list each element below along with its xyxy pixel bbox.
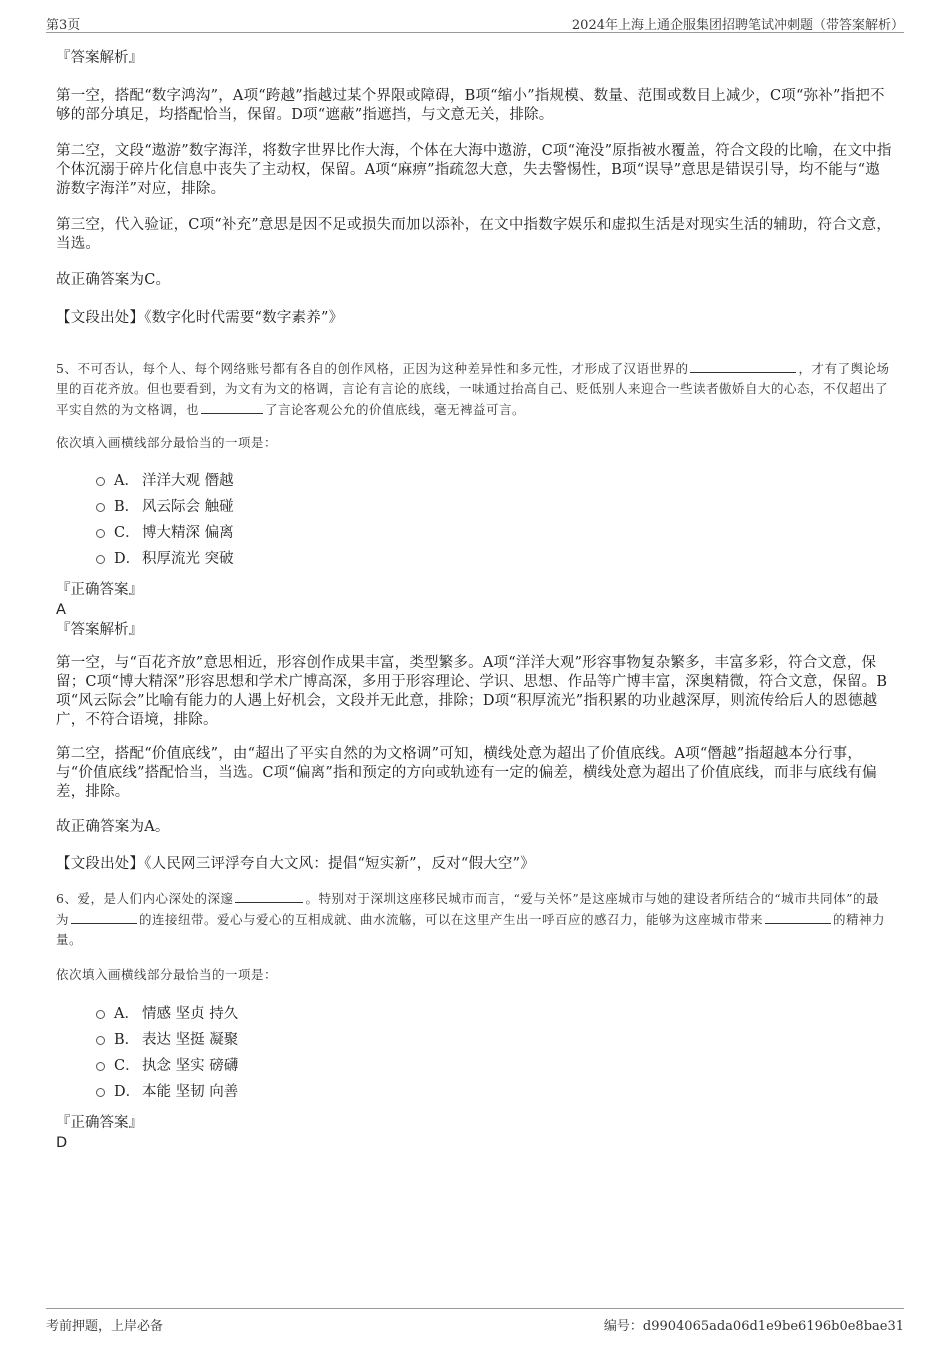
- analysis-paragraph: 第一空，与“百花齐放”意思相近，形容创作成果丰富，类型繁多。A项“洋洋大观”形容事物复杂繁多，丰富多彩，符合文意，保留；C项“博大精深”形容思想和学术广博高深，多用于形容理论、学识、思想、作品等广博丰富，深奥精微，符合文意，保留。B项“风云际会”比喻有能力的人遇上好机会，文段并无此意，排除；D项“积厚流光”指积累的功业越深厚，则流传给后人的恩德越广，不符合语境，排除。: [56, 655, 888, 728]
- fill-blank: [765, 909, 831, 924]
- page-header: [46, 12, 904, 33]
- question-6-options: [56, 1001, 892, 1105]
- question-6-stem: 6、爱，是人们内心深处的深邃 。特别对于深圳这座移民城市而言，“爱与关怀”是这座城市与她的建设者所结合的“城市共同体”的最为 的连接纽带。爱心与爱心的互相成就、曲水流觞，可以在这里产生出一呼百应的感召力，能够为这座城市带来 的精神力量。: [56, 888, 892, 950]
- correct-answer-heading: 『正确答案』: [56, 582, 143, 598]
- correct-answer: A: [56, 602, 66, 618]
- option-b[interactable]: B． 表达 坚挺 凝聚: [56, 1027, 892, 1053]
- document-title: 2024年上海上通企服集团招聘笔试冲刺题（带答案解析）: [571, 18, 904, 33]
- analysis-paragraph: 第三空，代入验证，C项“补充”意思是因不足或损失而加以添补，在文中指数字娱乐和虚拟生活是对现实生活的辅助，符合文意，当选。: [56, 217, 892, 252]
- correct-answer-heading: 『正确答案』: [56, 1115, 143, 1131]
- correct-answer: D: [56, 1135, 68, 1151]
- option-d[interactable]: D． 本能 坚韧 向善: [56, 1079, 892, 1105]
- fill-blank: [201, 399, 263, 414]
- option-a[interactable]: A． 情感 坚贞 持久: [56, 1001, 892, 1027]
- source-citation: 【文段出处】《人民网三评浮夸自大文风：提倡“短实新”，反对“假大空”》: [56, 856, 535, 872]
- radio-button[interactable]: [96, 1062, 105, 1071]
- analysis-paragraph: 第二空，搭配“价值底线”，由“超出了平实自然的为文格调”可知，横线处意为超出了价值底线。A项“僭越”指超越本分行事，与“价值底线”搭配恰当，当选。C项“偏离”指和预定的方向或轨迹有一定的偏差，横线处意为超出了价值底线，而非与底线有偏差，排除。: [56, 746, 877, 800]
- page-content: [56, 44, 892, 1152]
- radio-button[interactable]: [96, 1088, 105, 1097]
- radio-button[interactable]: [96, 555, 105, 564]
- analysis-paragraph: 第一空，搭配“数字鸿沟”，A项“跨越”指越过某个界限或障碍，B项“缩小”指规模、数量、范围或数目上减少，C项“弥补”指把不够的部分填足，均搭配恰当，保留。D项“遮蔽”指遮挡，与文意无关，排除。: [56, 88, 885, 123]
- answer-conclusion: 故正确答案为C。: [56, 272, 171, 288]
- question-5-instruction: 依次填入画横线部分最恰当的一项是：: [56, 435, 278, 450]
- fill-blank: [235, 888, 303, 903]
- fill-blank: [690, 358, 796, 373]
- option-c[interactable]: C． 执念 坚实 磅礴: [56, 1053, 892, 1079]
- fill-blank: [71, 909, 137, 924]
- option-d[interactable]: D． 积厚流光 突破: [56, 546, 892, 572]
- document-serial: 编号：d9904065ada06d1e9be6196b0e8bae31: [603, 1319, 904, 1334]
- analysis-heading: 『答案解析』: [56, 50, 143, 66]
- option-c[interactable]: C． 博大精深 偏离: [56, 520, 892, 546]
- analysis-paragraph: 第二空，文段“遨游”数字海洋，将数字世界比作大海，个体在大海中遨游，C项“淹没”原指被水覆盖，符合文段的比喻，在文中指个体沉溺于碎片化信息中丧失了主动权，保留。A项“麻痹”指疏忽大意，失去警惕性，B项“误导”意思是错误引导，均不能与“遨游数字海洋”对应，排除。: [56, 143, 892, 197]
- question-5-options: [56, 468, 892, 572]
- footer-slogan: 考前押题，上岸必备: [46, 1319, 164, 1334]
- page-number: 第3页: [46, 18, 81, 33]
- question-6-instruction: 依次填入画横线部分最恰当的一项是：: [56, 967, 278, 982]
- radio-button[interactable]: [96, 477, 105, 486]
- option-a[interactable]: A． 洋洋大观 僭越: [56, 468, 892, 494]
- question-5-stem: 5、不可否认，每个人、每个网络账号都有各自的创作风格，正因为这种差异性和多元性，才形成了汉语世界的 ，才有了舆论场里的百花齐放。但也要看到，为文有为文的格调，言论有言论的底线，一味通过抬高自己、贬低别人来迎合一些读者傲娇自大的心态，不仅超出了平实自然的为文格调，也 了言论客观公允的价值底线，毫无裨益可言。: [56, 358, 892, 420]
- page-footer: [46, 1308, 904, 1333]
- source-citation: 【文段出处】《数字化时代需要“数字素养”》: [56, 310, 344, 326]
- analysis-heading: 『答案解析』: [56, 622, 143, 638]
- radio-button[interactable]: [96, 1010, 105, 1019]
- option-b[interactable]: B． 风云际会 触碰: [56, 494, 892, 520]
- answer-conclusion: 故正确答案为A。: [56, 819, 170, 835]
- radio-button[interactable]: [96, 1036, 105, 1045]
- radio-button[interactable]: [96, 529, 105, 538]
- radio-button[interactable]: [96, 503, 105, 512]
